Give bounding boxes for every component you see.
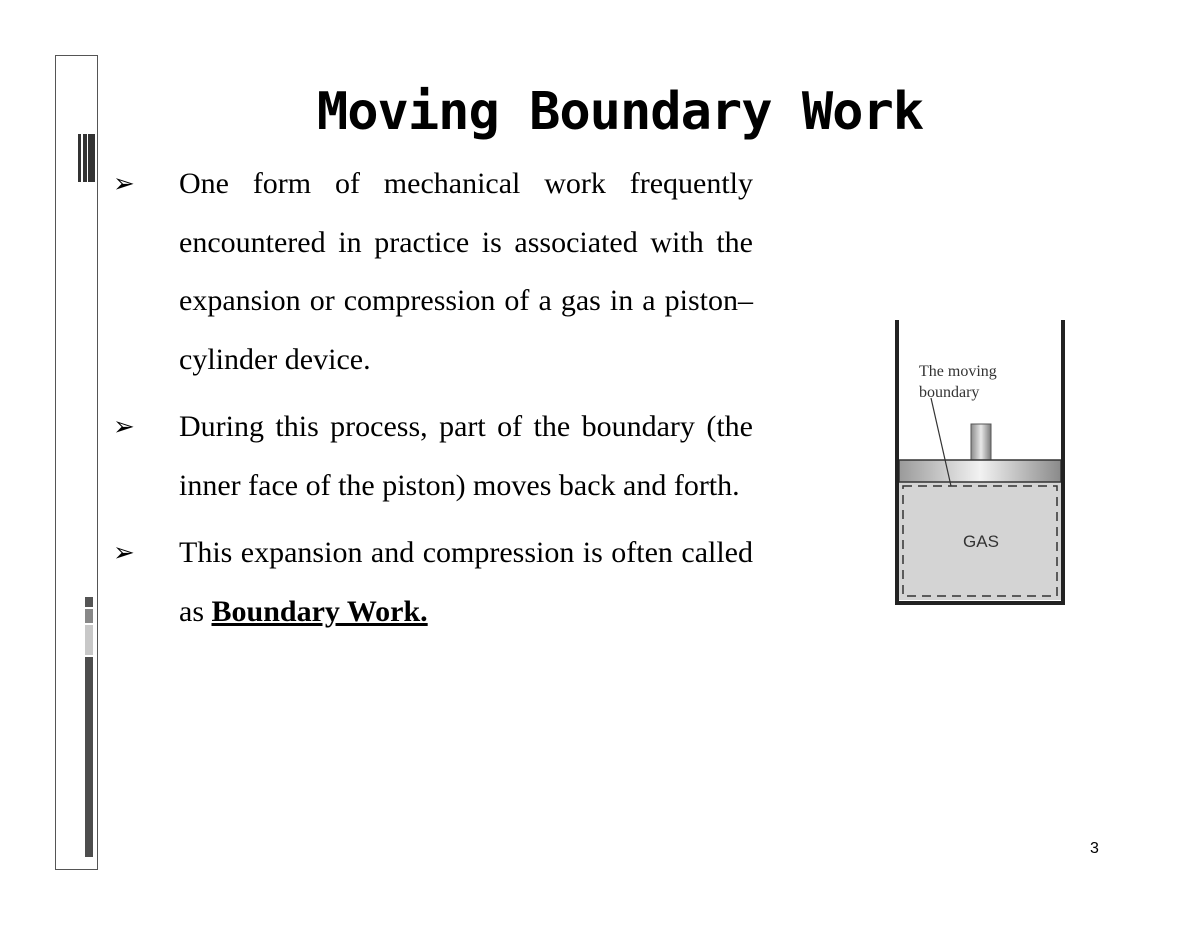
piston-cylinder-figure bbox=[885, 312, 1075, 612]
moving-boundary-label-line2: boundary bbox=[919, 384, 980, 401]
piston-rod bbox=[971, 424, 991, 460]
arrow-bullet-icon: ➢ bbox=[113, 412, 135, 442]
page-number: 3 bbox=[1090, 840, 1099, 857]
bullet-text: One form of mechanical work frequently encountered in practice is associated with the expansion or compression of a gas in a piston–cylinder device. bbox=[179, 167, 753, 376]
moving-boundary-label-line1: The moving bbox=[919, 363, 997, 380]
piston-head bbox=[899, 460, 1061, 482]
arrow-bullet-icon: ➢ bbox=[113, 169, 135, 199]
bullet-item bbox=[113, 524, 753, 641]
slide-title: Moving Boundary Work bbox=[316, 82, 924, 142]
decor-bar bbox=[85, 597, 93, 607]
bullet-item bbox=[113, 155, 753, 389]
side-decoration-frame bbox=[55, 55, 98, 870]
bullet-item bbox=[113, 398, 753, 515]
boundary-work-term: Boundary Work. bbox=[211, 594, 428, 628]
bullet-text: During this process, part of the boundary (the inner face of the piston) moves back and forth. bbox=[179, 410, 753, 502]
decor-bar bbox=[88, 134, 95, 182]
decor-bar bbox=[85, 625, 93, 655]
gas-label: GAS bbox=[963, 532, 999, 551]
bullet-text: This expansion and compression is often called as bbox=[179, 536, 753, 628]
bullet-list bbox=[113, 155, 753, 650]
arrow-bullet-icon: ➢ bbox=[113, 538, 135, 568]
decor-bar bbox=[85, 609, 93, 623]
decor-bar bbox=[78, 134, 81, 182]
decor-bar bbox=[85, 657, 93, 857]
decor-bar bbox=[83, 134, 87, 182]
